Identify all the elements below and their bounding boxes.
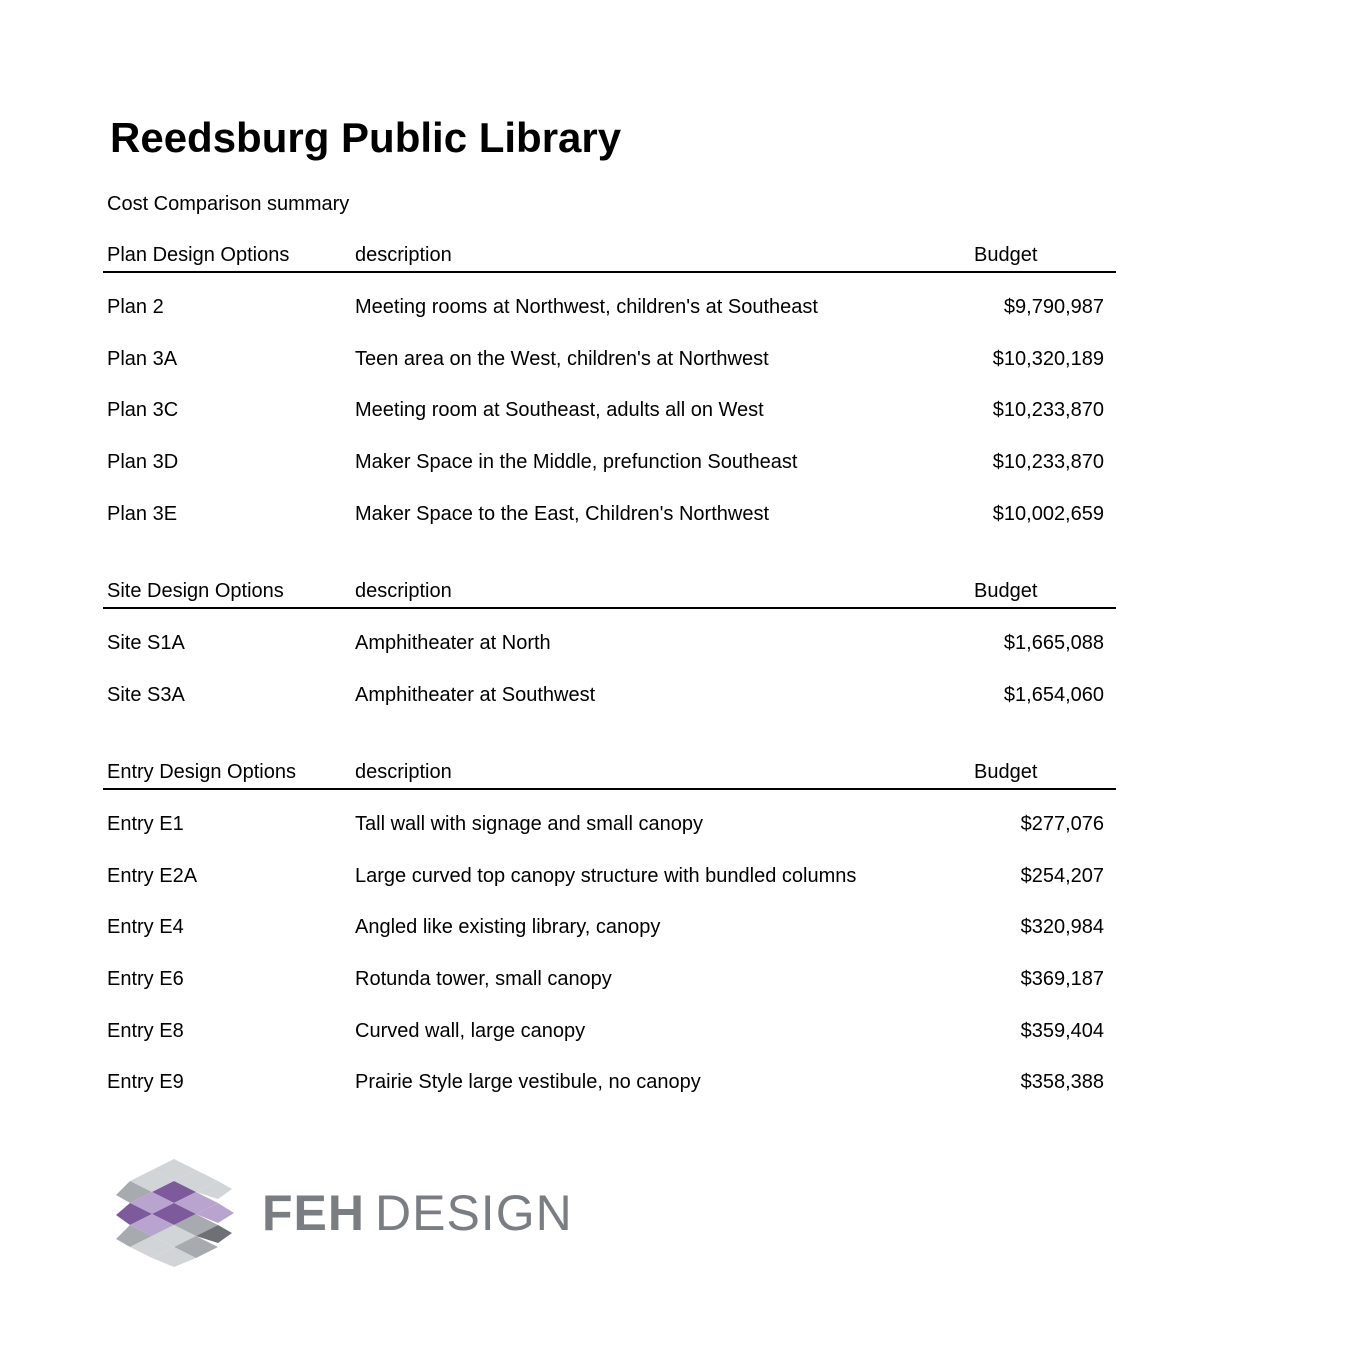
option-description: Curved wall, large canopy: [355, 1019, 586, 1042]
table-row: [103, 842, 1116, 894]
table-header: [103, 243, 1116, 273]
table-row: [103, 997, 1116, 1049]
entry-design-table: [103, 760, 1116, 1100]
table-row: [103, 790, 1116, 842]
option-budget: $320,984: [1020, 916, 1104, 939]
header-description: description: [355, 580, 452, 602]
header-description: description: [355, 244, 452, 266]
header-options: Plan Design Options: [107, 244, 290, 266]
table-row: [103, 661, 1116, 713]
table-header: [103, 760, 1116, 790]
option-name: Plan 3E: [107, 502, 178, 525]
option-name: Entry E4: [107, 916, 184, 939]
table-row: [103, 428, 1116, 480]
option-budget: $358,388: [1020, 1071, 1104, 1094]
logo-text-bold: FEH: [262, 1185, 365, 1241]
option-budget: $10,320,189: [992, 347, 1104, 370]
option-budget: $359,404: [1020, 1019, 1104, 1042]
plan-design-table: [103, 243, 1116, 531]
option-budget: $1,654,060: [1003, 683, 1104, 706]
option-name: Entry E6: [107, 968, 184, 991]
logo-mark-icon: [112, 1155, 237, 1270]
header-budget: Budget: [974, 761, 1038, 783]
table-row: [103, 376, 1116, 428]
option-budget: $10,233,870: [992, 399, 1104, 422]
header-options: Entry Design Options: [107, 761, 296, 783]
table-row: [103, 945, 1116, 997]
page-subtitle: Cost Comparison summary: [107, 193, 350, 215]
option-budget: $254,207: [1020, 864, 1104, 887]
feh-design-logo: [112, 1155, 572, 1270]
option-description: Maker Space to the East, Children's Northwest: [355, 502, 770, 525]
option-description: Amphitheater at Southwest: [355, 683, 596, 706]
table-row: [103, 1048, 1116, 1100]
option-description: Rotunda tower, small canopy: [355, 968, 612, 991]
option-description: Meeting rooms at Northwest, children's at Southeast: [355, 296, 818, 318]
table-row: [103, 480, 1116, 532]
option-name: Entry E8: [107, 1019, 184, 1042]
option-description: Teen area on the West, children's at Northwest: [355, 347, 769, 370]
option-name: Plan 3C: [107, 399, 179, 422]
header-options: Site Design Options: [107, 580, 284, 602]
option-description: Large curved top canopy structure with bundled columns: [355, 864, 857, 887]
table-row: [103, 893, 1116, 945]
header-budget: Budget: [974, 244, 1038, 266]
option-budget: $1,665,088: [1003, 632, 1104, 654]
option-description: Prairie Style large vestibule, no canopy: [355, 1071, 701, 1094]
logo-wordmark: [262, 1183, 573, 1243]
site-design-table: [103, 579, 1116, 712]
option-name: Entry E9: [107, 1071, 184, 1094]
table-row: [103, 325, 1116, 377]
logo-text-light: DESIGN: [375, 1185, 573, 1241]
option-description: Tall wall with signage and small canopy: [355, 813, 703, 835]
option-budget: $10,233,870: [992, 451, 1104, 474]
option-budget: $10,002,659: [992, 502, 1104, 525]
option-description: Maker Space in the Middle, prefunction Southeast: [355, 451, 798, 474]
option-name: Plan 3D: [107, 451, 179, 474]
page-title: Reedsburg Public Library: [110, 114, 622, 161]
header-budget: Budget: [974, 580, 1038, 602]
option-name: Plan 3A: [107, 347, 178, 370]
header-description: description: [355, 761, 452, 783]
option-description: Amphitheater at North: [355, 632, 551, 654]
table-header: [103, 579, 1116, 609]
option-budget: $369,187: [1020, 968, 1104, 991]
option-description: Meeting room at Southeast, adults all on West: [355, 399, 764, 422]
option-name: Site S3A: [107, 683, 185, 706]
option-budget: $9,790,987: [1003, 296, 1104, 318]
table-row: [103, 609, 1116, 661]
option-budget: $277,076: [1020, 813, 1104, 835]
option-name: Site S1A: [107, 632, 185, 654]
option-description: Angled like existing library, canopy: [355, 916, 661, 939]
option-name: Plan 2: [107, 296, 164, 318]
table-row: [103, 273, 1116, 325]
option-name: Entry E1: [107, 813, 184, 835]
option-name: Entry E2A: [107, 864, 198, 887]
